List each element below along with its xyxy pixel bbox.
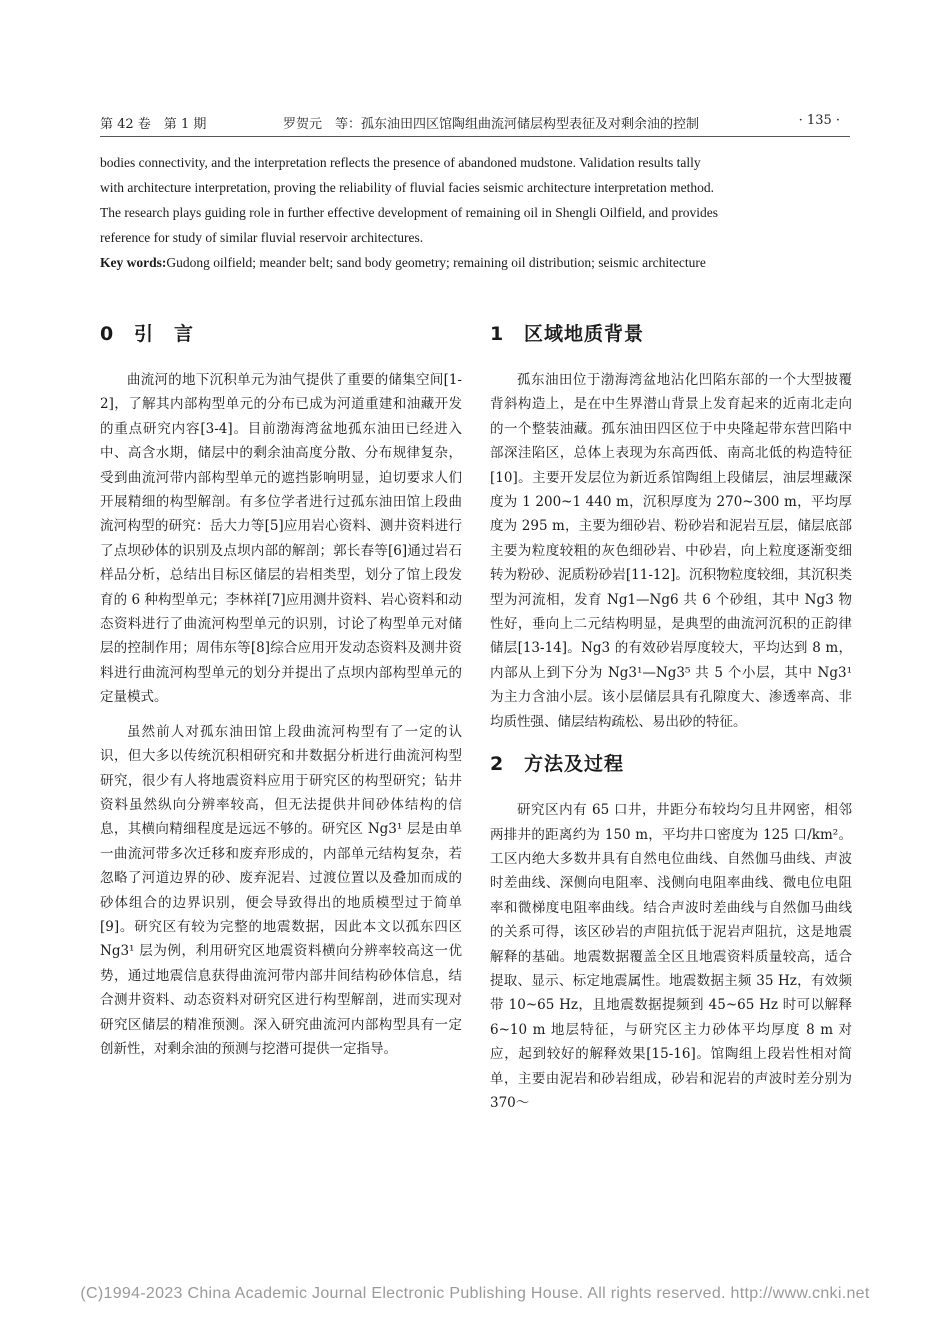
running-title: 罗贺元 等：孤东油田四区馆陶组曲流河储层构型表征及对剩余油的控制 (283, 117, 700, 132)
paragraph: 孤东油田位于渤海湾盆地沾化凹陷东部的一个大型披覆背斜构造上，是在中生界潜山背景上发育起来的近南北走向的一个整装油藏。孤东油田四区位于中央隆起带东营凹陷中部深洼陷区，总体上表现为东高西低、南高北低的构造特征[10]。主要开发层位为新近系馆陶组上段储层，油层埋藏深度为 1 200~1 440 m，沉积厚度为 270~300 m，平均厚度为 295 m，主要为细砂岩、粉砂岩和泥岩互层，储层底部主要为粒度较粗的灰色细砂岩、中砂岩，向上粒度逐渐变细转为粉砂、泥质粉砂岩[11-12]。沉积物粒度较细，其沉积类型为河流相，发育 Ng1—Ng6 共 6 个砂组，其中 Ng3 物性好，垂向上二元结构明显，是典型的曲流河沉积的正韵律储层[13-14]。Ng3 的有效砂岩厚度较大，平均达到 8 m，内部从上到下分为 Ng3¹—Ng3⁵ 共 5 个小层，其中 Ng3¹ 为主力含油小层。该小层储层具有孔隙度大、渗透率高、非均质性强、储层结构疏松、易出砂的特征。 (490, 372, 852, 730)
section-number: 0 (100, 323, 115, 345)
section-number: 1 (490, 323, 505, 345)
section-title: 方法及过程 (524, 753, 625, 776)
right-column (490, 318, 852, 1115)
keywords-text: Gudong oilfield; meander belt; sand body geometry; remaining oil distribution; seismic architecture (166, 255, 706, 270)
paragraph: 研究区内有 65 口井，井距分布较均匀且井网密，相邻两排井的距离约为 150 m，平均井口密度为 125 口/km²。工区内绝大多数井具有自然电位曲线、自然伽马曲线、声波时差曲线、深侧向电阻率、浅侧向电阻率曲线、微电位电阻率和微梯度电阻率曲线。结合声波时差曲线与自然伽马曲线的关系可得，该区砂岩的声阻抗低于泥岩声阻抗，这是地震解释的基础。地震数据覆盖全区且地震资料质量较高，适合提取、显示、标定地震属性。地震数据主频 35 Hz，有效频带 10~65 Hz，且地震数据提频到 45~65 Hz 时可以解释 6~10 m 地层特征，与研究区主力砂体平均厚度 8 m 对应，起到较好的解释效果[15-16]。馆陶组上段岩性相对简单，主要由泥岩和砂岩组成，砂岩和泥岩的声波时差分别为 370～ (490, 802, 852, 1111)
section-heading-geology (490, 318, 852, 358)
header-divider (100, 136, 850, 137)
section-title: 引 言 (134, 323, 195, 345)
abstract-line: with architecture interpretation, proving the reliability of fluvial facies seismic architecture interpretation method. (100, 180, 715, 195)
abstract-line: The research plays guiding role in further effective development of remaining oil in Shengli Oilfield, and provides (100, 205, 718, 220)
section-heading-method (490, 748, 852, 788)
section-number: 2 (490, 753, 505, 776)
section-title: 区域地质背景 (524, 323, 645, 345)
abstract-continuation (100, 150, 850, 250)
paragraph: 曲流河的地下沉积单元为油气提供了重要的储集空间[1-2]，了解其内部构型单元的分布已成为河道重建和油藏开发的重点研究内容[3-4]。目前渤海湾盆地孤东油田已经进入中、高含水期，储层中的剩余油高度分散、分布规律复杂，受到曲流河带内部构型单元的遮挡影响明显，迫切要求人们开展精细的构型解剖。有多位学者进行过孤东油田馆上段曲流河构型的研究：岳大力等[5]应用岩心资料、测井资料进行了点坝砂体的识别及点坝内部的解剖；郭长春等[6]通过岩石样品分析，总结出目标区储层的岩相类型，划分了馆上段发育的 6 种构型单元；李林祥[7]应用测井资料、岩心资料和动态资料进行了曲流河构型单元的识别，讨论了构型单元对储层的控制作用；周伟东等[8]综合应用开发动态资料及测井资料进行曲流河构型单元的划分并提出了点坝内部构型单元的定量模式。 (100, 372, 462, 706)
section-heading-intro (100, 318, 462, 358)
keywords (100, 250, 850, 275)
copyright-footer: (C)1994-2023 China Academic Journal Electronic Publishing House. All rights reserved. http://www.cnki.net (80, 1285, 870, 1302)
abstract-line: reference for study of similar fluvial reservoir architectures. (100, 230, 424, 245)
keywords-label: Key words: (100, 255, 167, 270)
paragraph: 虽然前人对孤东油田馆上段曲流河构型有了一定的认识，但大多以传统沉积相研究和井数据分析进行曲流河构型研究，很少有人将地震资料应用于研究区的构型研究；钻井资料虽然纵向分辨率较高，但无法提供井间砂体结构的信息，其横向精细程度是远远不够的。研究区 Ng3¹ 层是由单一曲流河带多次迁移和废弃形成的，内部单元结构复杂，若忽略了河道边界的砂、废弃泥岩、过渡位置以及叠加而成的砂体组合的边界识别，便会导致得出的地质模型过于简单[9]。研究区有较为完整的地震数据，因此本文以孤东四区 Ng3¹ 层为例，利用研究区地震资料横向分辨率较高这一优势，通过地震信息获得曲流河带内部井间结构砂体信息，结合测井资料、动态资料对研究区进行构型解剖，进而实现对研究区储层的精准预测。深入研究曲流河内部构型具有一定创新性，对剩余油的预测与挖潜可提供一定指导。 (100, 723, 462, 1057)
left-column (100, 318, 462, 1061)
volume-issue: 第 42 卷 第 1 期 (100, 117, 207, 132)
page-number: · 135 · (798, 113, 840, 128)
abstract-line: bodies connectivity, and the interpretation reflects the presence of abandoned mudstone. Validation results tally (100, 155, 701, 170)
